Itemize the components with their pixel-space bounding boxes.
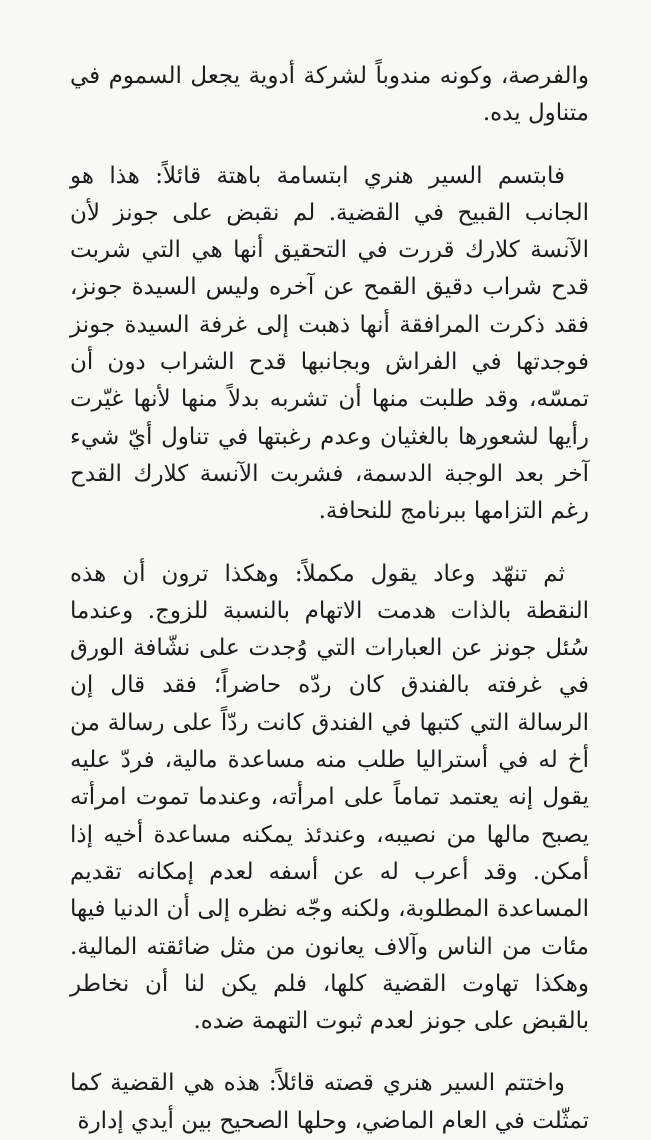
paragraph-2: فابتسم السير هنري ابتسامة باهتة قائلاً: هذا هو الجانب القبيح في القضية. لم نقبض على جونز لأن الآنسة كلارك قررت في التحقيق أنها هي التي شربت قدح شراب دقيق القمح عن آخره وليس السيدة جونز، فقد ذكرت المرافقة أنها ذهبت إلى غرفة السيدة جونز فوجدتها في الفراش وبجانبها قدح الشراب دون أن تمسّه، وقد طلبت منها أن تشربه بدلاً منها لأنها غيّرت رأيها لشعورها بالغثيان وعدم رغبتها في تناول أيّ شيء آخر بعد الوجبة الدسمة، فشربت الآنسة كلارك القدح رغم التزامها ببرنامج للنحافة. bbox=[70, 162, 589, 525]
paragraph-4: واختتم السير هنري قصته قائلاً: هذه هي القضية كما تمثّلت في العام الماضي، وحلها الصحيح بين أيدي إدارة bbox=[70, 1070, 589, 1134]
page-text bbox=[70, 58, 589, 1140]
paragraph-3: ثم تنهّد وعاد يقول مكملاً: وهكذا ترون أن هذه النقطة بالذات هدمت الاتهام بالنسبة للزوج. وعندما سُئل جونز عن العبارات التي وُجدت على نشّافة الورق في غرفته بالفندق كان ردّه حاضراً؛ فقد قال إن الرسالة التي كتبها في الفندق كانت ردّاً على رسالة من أخ له في أستراليا طلب منه مساعدة مالية، فردّ عليه يقول إنه يعتمد تماماً على امرأته، وعندما تموت امرأته يصبح مالها من نصيبه، وعندئذ يمكنه مساعدة أخيه إذا أمكن. وقد أعرب له عن أسفه لعدم إمكانه تقديم المساعدة المطلوبة، ولكنه وجّه نظره إلى أن الدنيا فيها مئات من الناس وآلاف يعانون من مثل ضائقته المالية. وهكذا تهاوت القضية كلها، فلم يكن لنا أن نخاطر بالقبض على جونز لعدم ثبوت التهمة ضده. bbox=[70, 560, 589, 1035]
paragraph-1: والفرصة، وكونه مندوباً لشركة أدوية يجعل السموم في متناول يده. bbox=[70, 63, 589, 127]
